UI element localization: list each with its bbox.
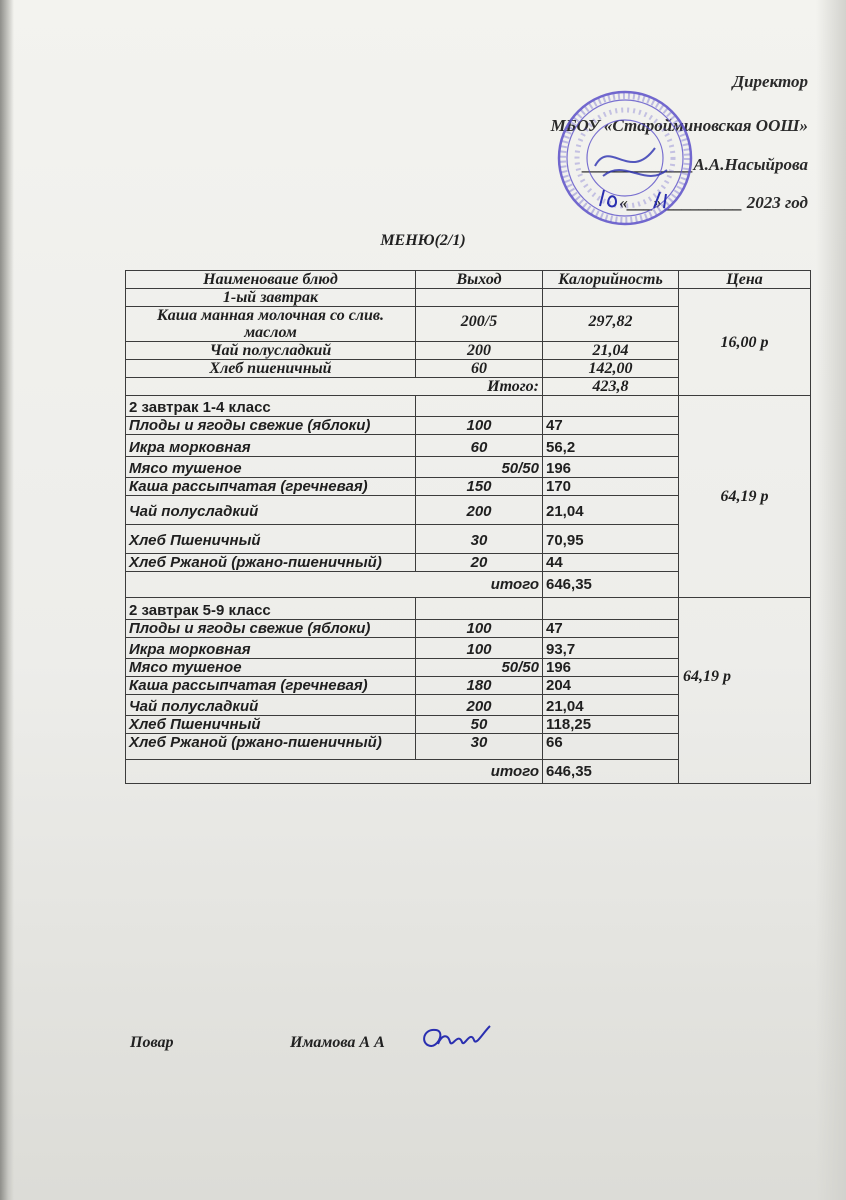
dish-yield: 30 xyxy=(416,525,543,554)
dish-name: Икра морковная xyxy=(126,435,416,457)
approval-date: «___» _________ 2023 год xyxy=(619,193,808,212)
dish-yield: 200/5 xyxy=(416,307,543,342)
paper-right-shadow xyxy=(816,0,846,1200)
dish-calories: 47 xyxy=(543,417,679,435)
approval-position: Директор xyxy=(732,72,808,91)
dish-yield: 200 xyxy=(416,695,543,716)
dish-calories: 93,7 xyxy=(543,638,679,659)
dish-name: Каша рассыпчатая (гречневая) xyxy=(126,478,416,496)
dish-name: Плоды и ягоды свежие (яблоки) xyxy=(126,417,416,435)
dish-calories: 21,04 xyxy=(543,695,679,716)
header-yield: Выход xyxy=(416,271,543,289)
dish-calories: 204 xyxy=(543,677,679,695)
dish-name: Чай полусладкий xyxy=(126,695,416,716)
dish-name: Хлеб пшеничный xyxy=(126,360,416,378)
dish-calories: 118,25 xyxy=(543,716,679,734)
dish-yield: 60 xyxy=(416,360,543,378)
dish-calories: 56,2 xyxy=(543,435,679,457)
dish-calories: 70,95 xyxy=(543,525,679,554)
total-label: итого xyxy=(126,572,543,598)
page-title: МЕНЮ(2/1) xyxy=(380,232,466,249)
dish-name: Чай полусладкий xyxy=(126,342,416,360)
total-label: Итого: xyxy=(126,378,543,396)
dish-name: Хлеб Ржаной (ржано-пшеничный) xyxy=(126,734,416,760)
dish-calories: 66 xyxy=(543,734,679,760)
dish-yield: 50/50 xyxy=(416,457,543,478)
total-calories: 646,35 xyxy=(543,760,679,784)
dish-calories: 21,04 xyxy=(543,342,679,360)
section-price: 64,19 р xyxy=(679,598,811,784)
section-label: 2 завтрак 5-9 класс xyxy=(126,598,416,620)
dish-name: Мясо тушеное xyxy=(126,457,416,478)
dish-yield: 200 xyxy=(416,342,543,360)
dish-name: Каша рассыпчатая (гречневая) xyxy=(126,677,416,695)
dish-calories: 297,82 xyxy=(543,307,679,342)
dish-yield: 150 xyxy=(416,478,543,496)
total-label: итого xyxy=(126,760,543,784)
cook-signature xyxy=(418,1020,498,1056)
table-header-row xyxy=(126,271,811,289)
menu-table xyxy=(125,270,811,784)
dish-name: Хлеб Пшеничный xyxy=(126,525,416,554)
section-heading-row xyxy=(126,598,811,620)
dish-name: Хлеб Пшеничный xyxy=(126,716,416,734)
section-price: 16,00 р xyxy=(679,289,811,396)
total-calories: 646,35 xyxy=(543,572,679,598)
dish-calories: 142,00 xyxy=(543,360,679,378)
dish-yield: 20 xyxy=(416,554,543,572)
approval-name: _____________А.А.Насыйрова xyxy=(582,155,808,174)
dish-name: Каша манная молочная со слив. маслом xyxy=(126,307,416,342)
section-heading-row xyxy=(126,289,811,307)
section-label: 1-ый завтрак xyxy=(126,289,416,307)
dish-name: Хлеб Ржаной (ржано-пшеничный) xyxy=(126,554,416,572)
footer-role: Повар xyxy=(130,1034,174,1051)
approval-organization: МБОУ «Старойминовская ООШ» xyxy=(550,116,808,135)
dish-name: Икра морковная xyxy=(126,638,416,659)
paper-edge-shadow xyxy=(0,0,14,1200)
dish-yield: 100 xyxy=(416,417,543,435)
dish-yield: 30 xyxy=(416,734,543,760)
dish-calories: 196 xyxy=(543,457,679,478)
dish-name: Плоды и ягоды свежие (яблоки) xyxy=(126,620,416,638)
dish-yield: 60 xyxy=(416,435,543,457)
dish-yield: 180 xyxy=(416,677,543,695)
dish-yield: 200 xyxy=(416,496,543,525)
footer-name: Имамова А А xyxy=(290,1034,385,1051)
dish-yield: 50/50 xyxy=(416,659,543,677)
dish-yield: 100 xyxy=(416,638,543,659)
section-label: 2 завтрак 1-4 класс xyxy=(126,396,416,417)
section-price: 64,19 р xyxy=(679,396,811,598)
header-calories: Калорийность xyxy=(543,271,679,289)
dish-calories: 47 xyxy=(543,620,679,638)
dish-calories: 196 xyxy=(543,659,679,677)
dish-name: Чай полусладкий xyxy=(126,496,416,525)
header-price: Цена xyxy=(679,271,811,289)
dish-calories: 44 xyxy=(543,554,679,572)
dish-calories: 21,04 xyxy=(543,496,679,525)
dish-calories: 170 xyxy=(543,478,679,496)
dish-yield: 50 xyxy=(416,716,543,734)
dish-yield: 100 xyxy=(416,620,543,638)
header-dish: Наименоваие блюд xyxy=(126,271,416,289)
dish-name: Мясо тушеное xyxy=(126,659,416,677)
total-calories: 423,8 xyxy=(543,378,679,396)
handwritten-date xyxy=(592,184,702,214)
section-heading-row xyxy=(126,396,811,417)
